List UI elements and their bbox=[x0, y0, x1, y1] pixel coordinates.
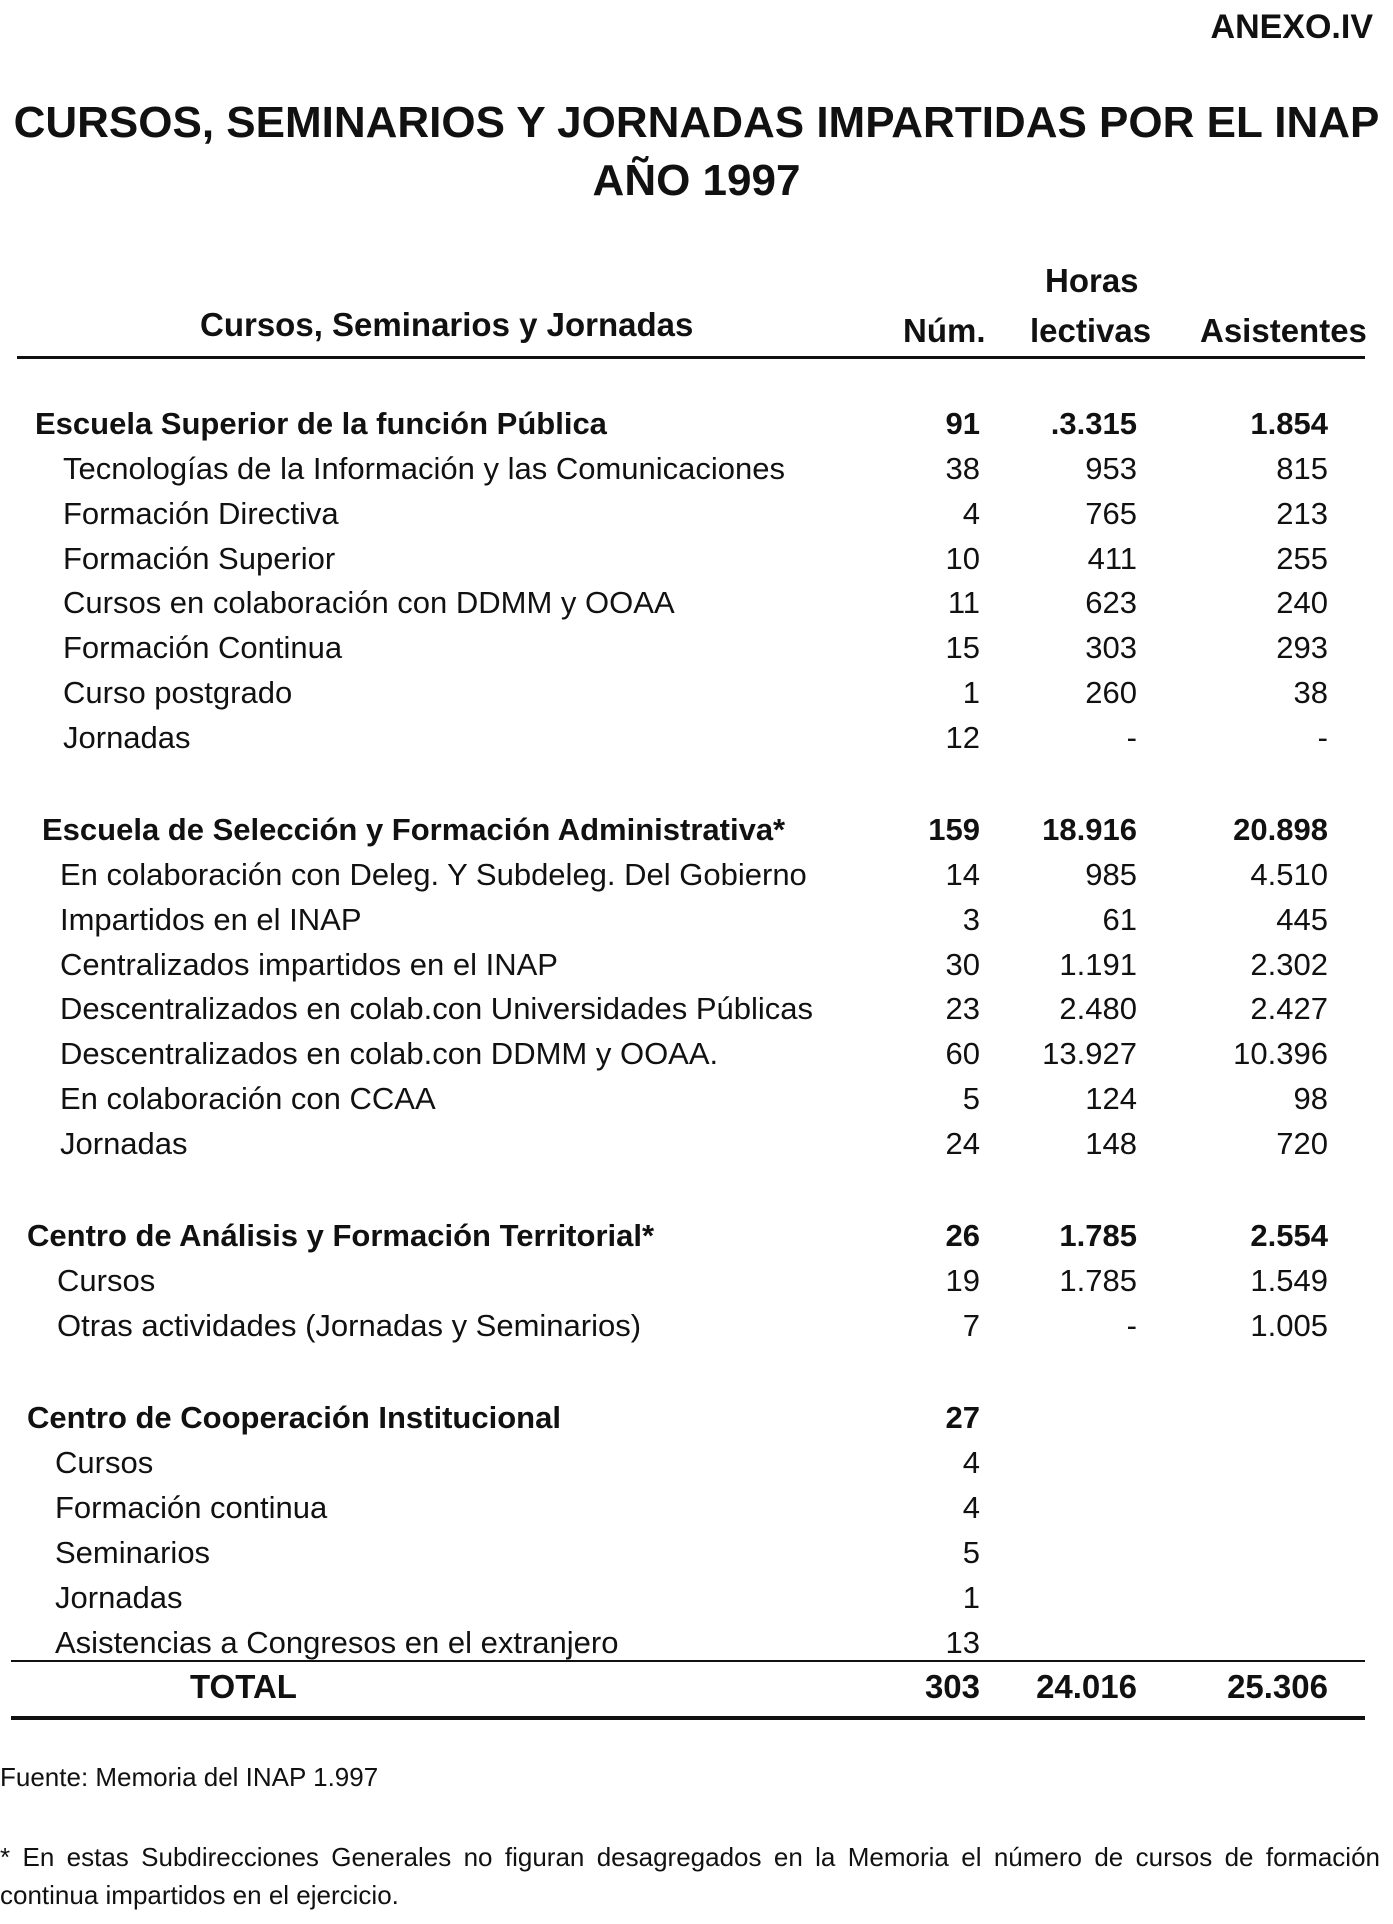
row-num: 4 bbox=[962, 496, 980, 531]
row-num: 10 bbox=[945, 541, 980, 576]
row-asistentes: 98 bbox=[1293, 1081, 1328, 1116]
row-asistentes: 2.427 bbox=[1250, 991, 1328, 1026]
row-label: En colaboración con Deleg. Y Subdeleg. Del Gobierno bbox=[60, 857, 807, 892]
table-row bbox=[0, 720, 1393, 764]
row-asistentes: 4.510 bbox=[1250, 857, 1328, 892]
row-asistentes: 293 bbox=[1276, 630, 1328, 665]
row-asistentes: 1.005 bbox=[1250, 1308, 1328, 1343]
table-row bbox=[0, 1036, 1393, 1080]
row-num: 23 bbox=[945, 991, 980, 1026]
table-row bbox=[0, 991, 1393, 1035]
table-row bbox=[0, 585, 1393, 629]
row-horas: 623 bbox=[1085, 585, 1137, 620]
row-num: 1 bbox=[962, 1580, 980, 1615]
row-num: 7 bbox=[962, 1308, 980, 1343]
section-row bbox=[0, 812, 1393, 856]
table-row bbox=[0, 1081, 1393, 1125]
table-row bbox=[0, 947, 1393, 991]
row-num: 5 bbox=[962, 1081, 980, 1116]
row-asistentes: 10.396 bbox=[1233, 1036, 1328, 1071]
row-label: Formación Superior bbox=[63, 541, 336, 576]
row-horas: 124 bbox=[1085, 1081, 1137, 1116]
table-row bbox=[0, 1263, 1393, 1307]
table-row bbox=[0, 1445, 1393, 1489]
row-label: Centro de Cooperación Institucional bbox=[27, 1400, 561, 1435]
row-asistentes: 815 bbox=[1276, 451, 1328, 486]
table-row bbox=[0, 1535, 1393, 1579]
table-row bbox=[0, 1580, 1393, 1624]
header-rule bbox=[17, 356, 1365, 359]
total-num: 303 bbox=[924, 1668, 980, 1705]
row-num: 4 bbox=[962, 1445, 980, 1480]
row-label: Jornadas bbox=[55, 1580, 183, 1615]
row-label: Descentralizados en colab.con DDMM y OOAA. bbox=[60, 1036, 719, 1071]
row-num: 19 bbox=[945, 1263, 980, 1298]
annex-label: ANEXO.IV bbox=[1210, 8, 1373, 46]
table-row bbox=[0, 902, 1393, 946]
row-horas: - bbox=[1126, 1308, 1137, 1343]
row-label: Cursos en colaboración con DDMM y OOAA bbox=[63, 585, 675, 620]
row-num: 13 bbox=[945, 1625, 980, 1660]
total-row bbox=[0, 1668, 1393, 1712]
row-horas: 13.927 bbox=[1042, 1036, 1137, 1071]
row-horas: - bbox=[1126, 720, 1137, 755]
row-label: En colaboración con CCAA bbox=[60, 1081, 436, 1116]
row-num: 4 bbox=[962, 1490, 980, 1525]
row-num: 1 bbox=[962, 675, 980, 710]
row-asistentes: 213 bbox=[1276, 496, 1328, 531]
total-label: TOTAL bbox=[190, 1668, 297, 1705]
row-label: Escuela Superior de la función Pública bbox=[35, 406, 607, 441]
row-asistentes: 255 bbox=[1276, 541, 1328, 576]
row-num: 15 bbox=[945, 630, 980, 665]
table-row bbox=[0, 1126, 1393, 1170]
row-label: Seminarios bbox=[55, 1535, 211, 1570]
header-description: Cursos, Seminarios y Jornadas bbox=[200, 306, 694, 343]
row-label: Centralizados impartidos en el INAP bbox=[60, 947, 558, 982]
total-horas: 24.016 bbox=[1036, 1668, 1137, 1705]
row-horas: .3.315 bbox=[1050, 406, 1137, 441]
total-bottom-rule bbox=[11, 1716, 1365, 1720]
row-horas: 260 bbox=[1085, 675, 1137, 710]
row-asistentes: 445 bbox=[1276, 902, 1328, 937]
row-asistentes: 2.302 bbox=[1250, 947, 1328, 982]
document-subtitle-year: AÑO 1997 bbox=[592, 156, 801, 205]
table-row bbox=[0, 1308, 1393, 1352]
row-horas: 411 bbox=[1087, 541, 1137, 576]
row-horas: 1.191 bbox=[1059, 947, 1137, 982]
row-label: Formación continua bbox=[55, 1490, 328, 1525]
source-note: Fuente: Memoria del INAP 1.997 bbox=[0, 1762, 379, 1792]
row-num: 159 bbox=[928, 812, 980, 847]
total-top-rule bbox=[11, 1660, 1365, 1662]
row-num: 14 bbox=[945, 857, 980, 892]
section-row bbox=[0, 1400, 1393, 1444]
row-label: Cursos bbox=[57, 1263, 156, 1298]
row-label: Formación Continua bbox=[63, 630, 343, 665]
row-num: 11 bbox=[947, 585, 980, 620]
header-asistentes: Asistentes bbox=[1200, 312, 1367, 349]
table-row bbox=[0, 1490, 1393, 1534]
row-asistentes: 1.549 bbox=[1250, 1263, 1328, 1298]
row-label: Impartidos en el INAP bbox=[60, 902, 362, 937]
table-row bbox=[0, 630, 1393, 674]
row-label: Curso postgrado bbox=[63, 675, 293, 710]
row-asistentes: 38 bbox=[1293, 675, 1328, 710]
row-horas: 61 bbox=[1102, 902, 1137, 937]
row-label: Jornadas bbox=[63, 720, 191, 755]
table-row bbox=[0, 496, 1393, 540]
row-asistentes: 1.854 bbox=[1250, 406, 1328, 441]
row-horas: 765 bbox=[1085, 496, 1137, 531]
table-row bbox=[0, 675, 1393, 719]
row-num: 27 bbox=[945, 1400, 980, 1435]
row-num: 30 bbox=[945, 947, 980, 982]
header-horas: Horas bbox=[1045, 262, 1139, 299]
total-asistentes: 25.306 bbox=[1227, 1668, 1328, 1705]
row-num: 26 bbox=[945, 1218, 980, 1253]
row-asistentes: 720 bbox=[1276, 1126, 1328, 1161]
row-label: Asistencias a Congresos en el extranjero bbox=[55, 1625, 619, 1660]
row-horas: 18.916 bbox=[1042, 812, 1137, 847]
row-label: Centro de Análisis y Formación Territorial* bbox=[27, 1218, 655, 1253]
table-row bbox=[0, 451, 1393, 495]
row-asistentes: - bbox=[1317, 720, 1328, 755]
header-num: Núm. bbox=[903, 312, 986, 349]
row-num: 91 bbox=[945, 406, 980, 441]
row-asistentes: 20.898 bbox=[1233, 812, 1328, 847]
footnote: * En estas Subdirecciones Generales no figuran desagregados en la Memoria el número de cursos de formación continua impartidos en el ejercicio. bbox=[0, 1842, 1380, 1910]
row-label: Descentralizados en colab.con Universidades Públicas bbox=[60, 991, 814, 1026]
row-label: Otras actividades (Jornadas y Seminarios) bbox=[57, 1308, 642, 1343]
row-label: Escuela de Selección y Formación Administrativa* bbox=[42, 812, 786, 847]
row-asistentes: 2.554 bbox=[1250, 1218, 1328, 1253]
row-label: Tecnologías de la Información y las Comunicaciones bbox=[63, 451, 785, 486]
row-horas: 303 bbox=[1085, 630, 1137, 665]
header-lectivas: lectivas bbox=[1030, 312, 1152, 349]
row-horas: 1.785 bbox=[1059, 1218, 1137, 1253]
document-title: CURSOS, SEMINARIOS Y JORNADAS IMPARTIDAS POR EL INAP bbox=[13, 98, 1380, 147]
section-row bbox=[0, 1218, 1393, 1262]
row-horas: 2.480 bbox=[1059, 991, 1137, 1026]
row-asistentes: 240 bbox=[1276, 585, 1328, 620]
row-num: 38 bbox=[945, 451, 980, 486]
row-label: Jornadas bbox=[60, 1126, 188, 1161]
section-row bbox=[0, 406, 1393, 450]
row-label: Cursos bbox=[55, 1445, 154, 1480]
row-num: 5 bbox=[962, 1535, 980, 1570]
row-horas: 1.785 bbox=[1059, 1263, 1137, 1298]
table-row bbox=[0, 857, 1393, 901]
row-num: 60 bbox=[945, 1036, 980, 1071]
table-row bbox=[0, 541, 1393, 585]
row-num: 12 bbox=[945, 720, 980, 755]
row-horas: 985 bbox=[1085, 857, 1137, 892]
row-horas: 953 bbox=[1085, 451, 1137, 486]
row-num: 24 bbox=[945, 1126, 980, 1161]
row-horas: 148 bbox=[1085, 1126, 1137, 1161]
row-label: Formación Directiva bbox=[63, 496, 339, 531]
table-row bbox=[0, 1625, 1393, 1669]
row-num: 3 bbox=[962, 902, 980, 937]
